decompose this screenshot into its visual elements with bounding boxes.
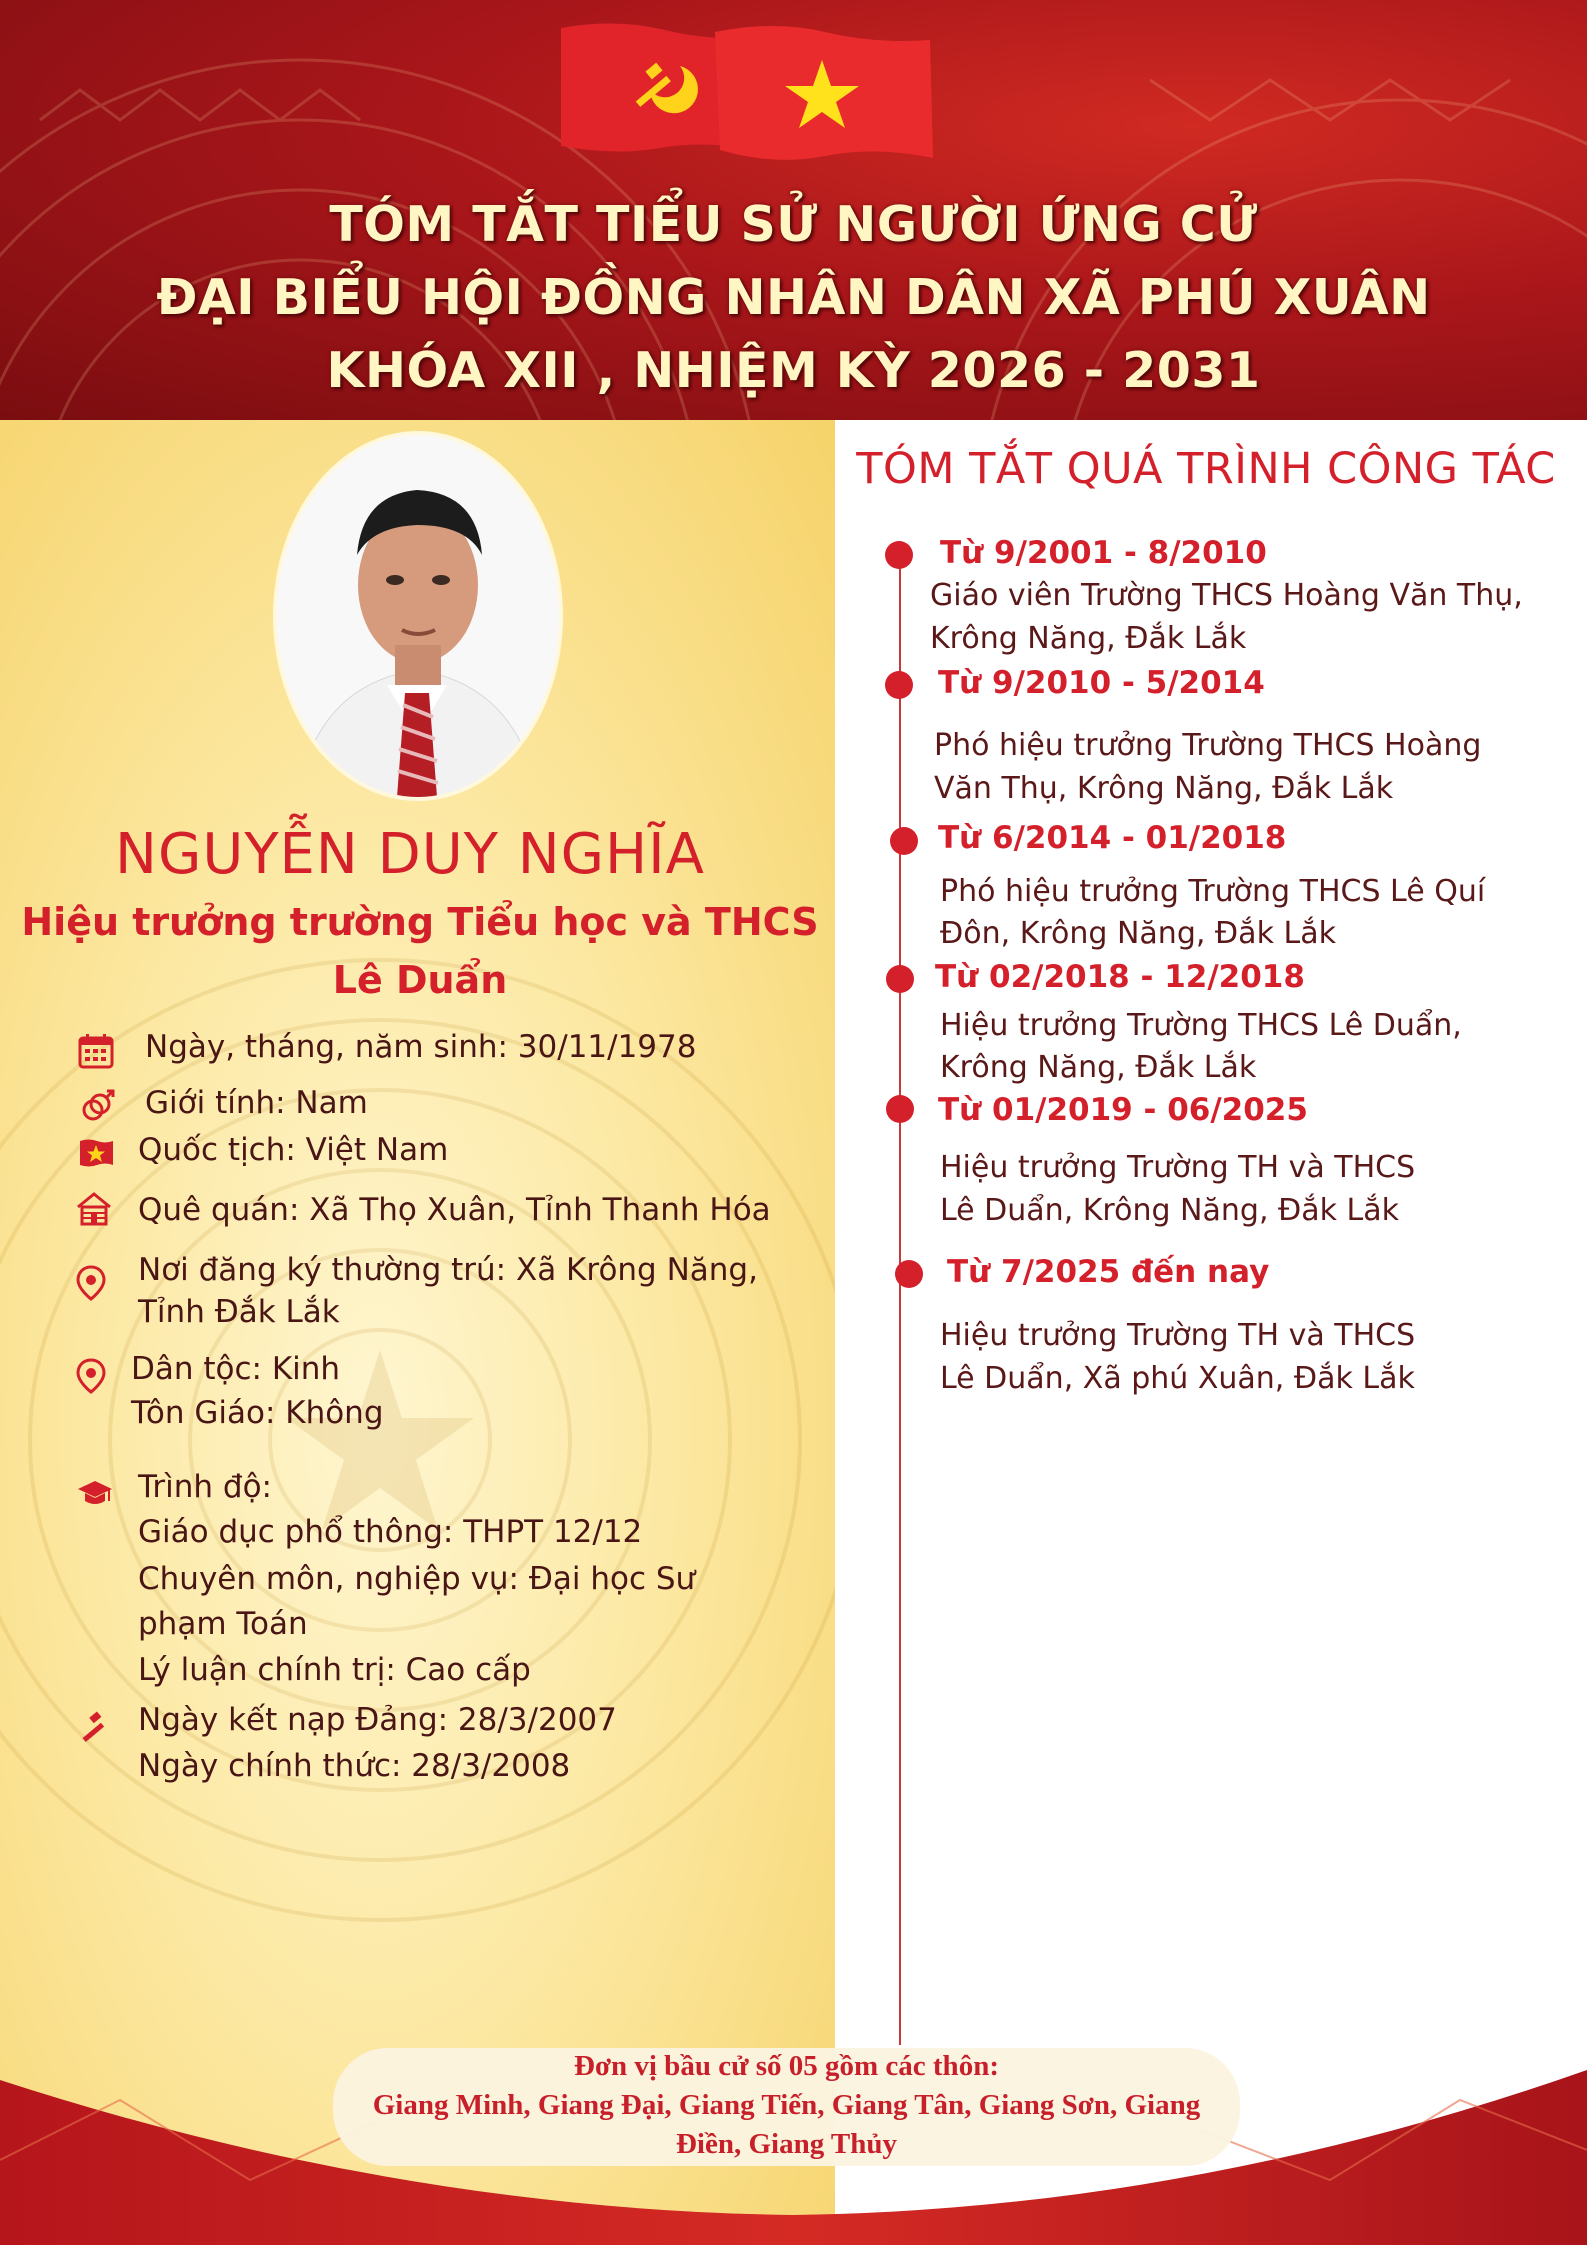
- timeline-dot: [886, 1095, 914, 1123]
- gender: Giới tính: Nam: [145, 1085, 368, 1121]
- career-desc-2-line-1: Phó hiệu trưởng Trường THCS Hoàng: [934, 728, 1482, 763]
- timeline-dot: [886, 965, 914, 993]
- timeline-dot: [895, 1260, 923, 1288]
- political-theory: Lý luận chính trị: Cao cấp: [138, 1652, 531, 1688]
- hammer-sickle-icon: [78, 1706, 116, 1744]
- career-desc-4-line-2: Krông Năng, Đắk Lắk: [940, 1050, 1257, 1085]
- gender-icon: [78, 1088, 116, 1126]
- timeline-line: [899, 545, 901, 2045]
- graduation-cap-icon: [76, 1474, 114, 1512]
- general-education: Giáo dục phổ thông: THPT 12/12: [138, 1514, 643, 1550]
- nationality: Quốc tịch: Việt Nam: [138, 1132, 449, 1168]
- career-period-3: Từ 6/2014 - 01/2018: [938, 820, 1287, 856]
- house-icon: [75, 1190, 113, 1228]
- education-heading: Trình độ:: [138, 1469, 272, 1505]
- career-period-2: Từ 9/2010 - 5/2014: [938, 665, 1265, 701]
- location-pin-icon: [72, 1264, 110, 1302]
- timeline-dot: [885, 541, 913, 569]
- party-join-date: Ngày kết nạp Đảng: 28/3/2007: [138, 1702, 617, 1738]
- residence-line-2: Tỉnh Đắk Lắk: [138, 1294, 340, 1330]
- career-desc-3-line-1: Phó hiệu trưởng Trường THCS Lê Quí: [940, 874, 1486, 909]
- drum-watermark: [0, 940, 835, 1940]
- career-desc-3-line-2: Đôn, Krông Năng, Đắk Lắk: [940, 916, 1336, 951]
- career-desc-1-line-2: Krông Năng, Đắk Lắk: [930, 621, 1247, 656]
- career-desc-6-line-1: Hiệu trưởng Trường TH và THCS: [940, 1318, 1416, 1353]
- timeline-dot: [885, 671, 913, 699]
- title-line-1: TÓM TẮT TIỂU SỬ NGƯỜI ỨNG CỬ: [329, 196, 1258, 253]
- candidate-role-line-1: Hiệu trưởng trường Tiểu học và THCS: [21, 900, 819, 944]
- hometown: Quê quán: Xã Thọ Xuân, Tỉnh Thanh Hóa: [138, 1192, 771, 1228]
- career-desc-4-line-1: Hiệu trưởng Trường THCS Lê Duẩn,: [940, 1008, 1462, 1043]
- career-title: TÓM TẮT QUÁ TRÌNH CÔNG TÁC: [856, 444, 1556, 494]
- party-official-date: Ngày chính thức: 28/3/2008: [138, 1748, 571, 1784]
- location-pin-icon: [72, 1357, 110, 1395]
- career-period-1: Từ 9/2001 - 8/2010: [940, 535, 1267, 571]
- timeline-dot: [890, 827, 918, 855]
- flags-icon: [555, 18, 935, 168]
- specialty-line-1: Chuyên môn, nghiệp vụ: Đại học Sư: [138, 1561, 696, 1597]
- header-banner: [0, 0, 1587, 420]
- ethnicity: Dân tộc: Kinh: [131, 1351, 341, 1387]
- title-line-3: KHÓA XII , NHIỆM KỲ 2026 - 2031: [326, 342, 1261, 399]
- career-desc-5-line-1: Hiệu trưởng Trường TH và THCS: [940, 1150, 1416, 1185]
- candidate-portrait: [277, 435, 559, 797]
- electoral-unit-heading: Đơn vị bầu cử số 05 gồm các thôn:: [574, 2050, 999, 2082]
- specialty-line-2: phạm Toán: [138, 1606, 308, 1642]
- religion: Tôn Giáo: Không: [131, 1395, 384, 1431]
- career-desc-2-line-2: Văn Thụ, Krông Năng, Đắk Lắk: [934, 771, 1394, 806]
- career-period-6: Từ 7/2025 đến nay: [947, 1254, 1270, 1290]
- candidate-role-line-2: Lê Duẩn: [332, 958, 508, 1002]
- career-desc-6-line-2: Lê Duẩn, Xã phú Xuân, Đắk Lắk: [940, 1361, 1415, 1396]
- vietnam-flag-icon: [77, 1135, 115, 1173]
- calendar-icon: [77, 1032, 115, 1070]
- career-desc-1-line-1: Giáo viên Trường THCS Hoàng Văn Thụ,: [930, 578, 1523, 613]
- electoral-unit-villages-line-2: Điền, Giang Thủy: [675, 2128, 898, 2160]
- candidate-name: NGUYỄN DUY NGHĨA: [115, 822, 705, 887]
- title-line-2: ĐẠI BIỂU HỘI ĐỒNG NHÂN DÂN XÃ PHÚ XUÂN: [156, 269, 1431, 326]
- electoral-unit-villages-line-1: Giang Minh, Giang Đại, Giang Tiến, Giang Tân, Giang Sơn, Giang: [372, 2089, 1201, 2121]
- birth-date: Ngày, tháng, năm sinh: 30/11/1978: [145, 1029, 697, 1065]
- career-period-5: Từ 01/2019 - 06/2025: [938, 1092, 1308, 1128]
- career-desc-5-line-2: Lê Duẩn, Krông Năng, Đắk Lắk: [940, 1193, 1400, 1228]
- residence-line-1: Nơi đăng ký thường trú: Xã Krông Năng,: [138, 1252, 758, 1288]
- career-period-4: Từ 02/2018 - 12/2018: [935, 959, 1305, 995]
- document-title: [0, 188, 1587, 407]
